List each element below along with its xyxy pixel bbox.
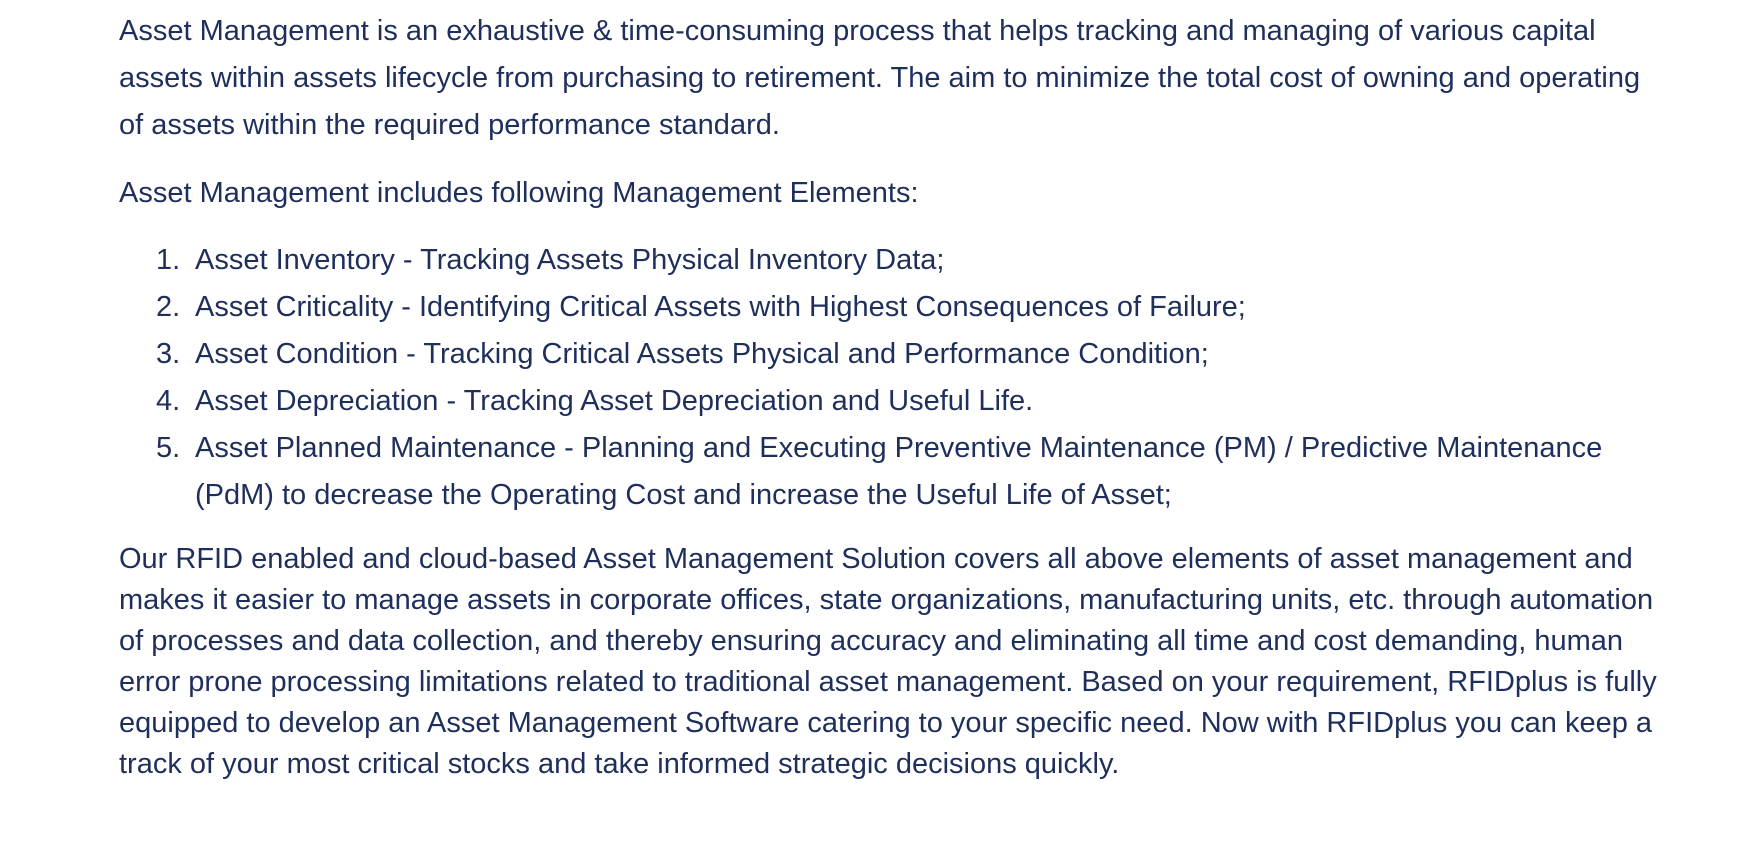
document-body: [119, 8, 1659, 785]
list-item-text: Asset Condition - Tracking Critical Assets Physical and Performance Condition;: [195, 338, 1209, 370]
list-item-number: 2.: [156, 291, 181, 323]
list-item-text: Asset Criticality - Identifying Critical Assets with Highest Consequences of Failure;: [195, 291, 1246, 323]
list-item-text: Asset Inventory - Tracking Assets Physical Inventory Data;: [195, 244, 945, 276]
list-item: [119, 378, 1659, 425]
management-elements-list: [119, 237, 1659, 519]
list-item: [119, 237, 1659, 284]
list-item-number: 5.: [156, 432, 181, 464]
solution-paragraph: Our RFID enabled and cloud-based Asset Management Solution covers all above elements of asset management and makes it easier to manage assets in corporate offices, state organizations, manufacturing units, etc. through automation of processes and data collection, and thereby ensuring accuracy and eliminating all time and cost demanding, human error prone processing limitations related to traditional asset management. Based on your requirement, RFIDplus is fully equipped to develop an Asset Management Software catering to your specific need. Now with RFIDplus you can keep a track of your most critical stocks and take informed strategic decisions quickly.: [119, 543, 1657, 780]
list-item: [119, 331, 1659, 378]
intro-paragraph: Asset Management is an exhaustive & time-consuming process that helps tracking and managing of various capital assets within assets lifecycle from purchasing to retirement. The aim to minimize the total cost of owning and operating of assets within the required performance standard.: [119, 15, 1641, 141]
list-item-text: Asset Depreciation - Tracking Asset Depreciation and Useful Life.: [195, 385, 1034, 417]
list-item: [119, 284, 1659, 331]
list-item-number: 4.: [156, 385, 181, 417]
elements-heading: Asset Management includes following Management Elements:: [119, 177, 919, 209]
list-item: [119, 425, 1659, 519]
list-item-number: 1.: [156, 244, 181, 276]
list-item-text: Asset Planned Maintenance - Planning and Executing Preventive Maintenance (PM) / Predictive Maintenance (PdM) to decrease the Operating Cost and increase the Useful Life of Asset;: [195, 432, 1603, 511]
list-item-number: 3.: [156, 338, 181, 370]
